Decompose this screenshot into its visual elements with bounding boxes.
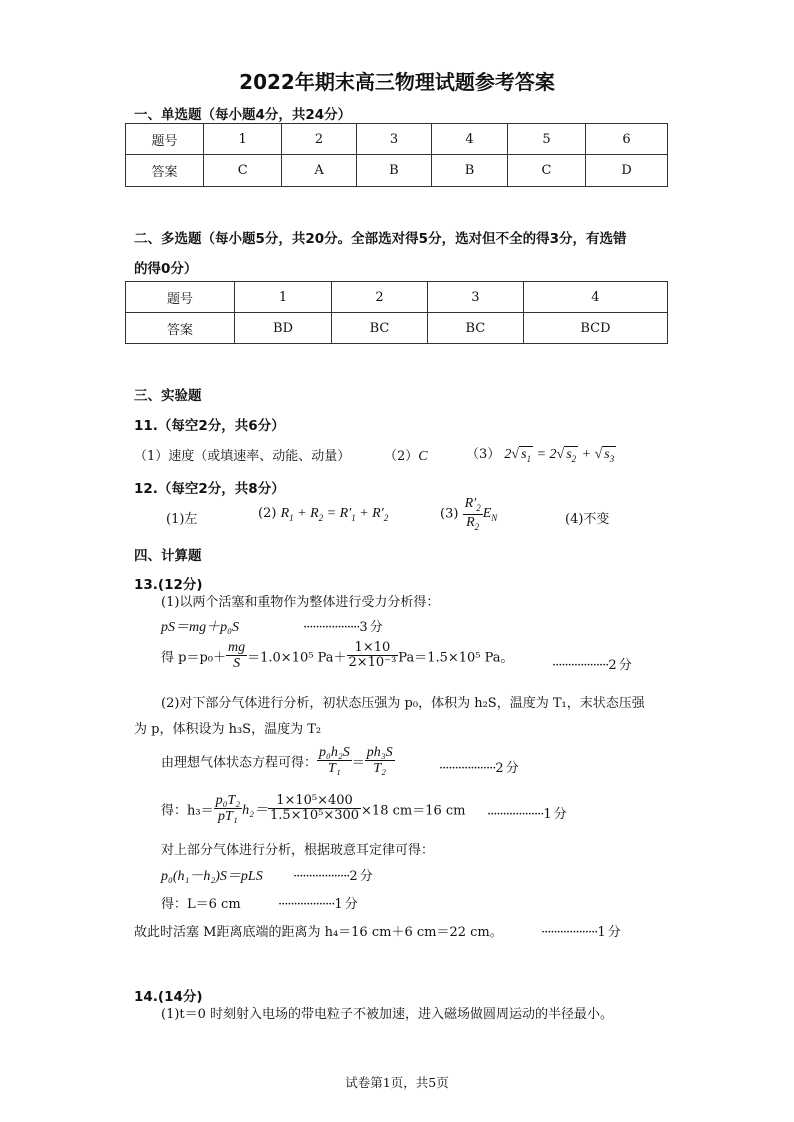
table-row: [126, 313, 668, 344]
row-label: 答案: [126, 313, 235, 344]
table-cell: C: [204, 155, 282, 187]
table-cell: BC: [332, 313, 428, 344]
frac-values-den: 1.5×10⁵×300: [270, 808, 360, 824]
frac-1x10-num: 1×10: [347, 641, 399, 656]
score-1: ··················1 分: [487, 807, 566, 822]
frac-left-den: T₁: [328, 761, 341, 777]
table-cell: 2: [282, 124, 356, 155]
section1-table: [125, 123, 668, 187]
row-label: 题号: [126, 282, 235, 313]
table-cell: C: [507, 155, 585, 187]
q13-line4-prefix: 由理想气体状态方程可得：: [161, 755, 318, 771]
q11-heading: 11.（每空2分，共6分）: [134, 418, 285, 434]
q14-heading: 14.(14分): [134, 989, 203, 1005]
q12-part4: (4)不变: [565, 512, 610, 527]
q14-line1: (1)t＝0 时刻射入电场的带电粒子不被加速，进入磁场做圆周运动的半径最小。: [161, 1007, 614, 1022]
q13-eq2-suffix: Pa＝1.5×10⁵ Pa。: [398, 650, 514, 666]
score-1b: ··················1 分: [278, 897, 357, 912]
q12-part3-fraction: $\frac{R'_2}{R_2}$: [464, 496, 481, 532]
frac-mg: [226, 640, 247, 672]
section1-heading: 一、单选题（每小题4分，共24分）: [134, 107, 352, 123]
row-label: 题号: [126, 124, 204, 155]
q12-part3: [440, 496, 497, 532]
q12-part2: [258, 506, 388, 523]
table-cell: A: [282, 155, 356, 187]
table-cell: B: [356, 155, 432, 187]
score-1c: ··················1 分: [541, 925, 620, 940]
frac-h-den: pT₁: [218, 809, 238, 825]
table-cell: 1: [235, 282, 332, 313]
q13-line8: 得：L＝6 cm: [161, 897, 241, 912]
frac-left: [317, 745, 352, 777]
score-2b: ··················2 分: [439, 761, 518, 776]
q13-heading: 13.(12分): [134, 577, 203, 593]
frac-right: [365, 745, 395, 777]
table-cell: 2: [332, 282, 428, 313]
row-label: 答案: [126, 155, 204, 187]
q11-part2: [384, 445, 428, 465]
frac-values-num: 1×10⁵×400: [268, 794, 361, 809]
page-title: 2022年期末高三物理试题参考答案: [239, 70, 555, 94]
table-cell: 5: [507, 124, 585, 155]
q13-eq2: [161, 640, 514, 672]
frac-right-den: T₂: [373, 761, 387, 777]
q13-eq1: pS＝mg＋p₀S: [161, 620, 239, 635]
q12-heading: 12.（每空2分，共8分）: [134, 481, 285, 497]
q13-line7: p₀(h₁－h₂)S＝pLS: [161, 869, 263, 884]
q12-part2-label: (2): [258, 506, 277, 521]
page-footer: 试卷第1页，共5页: [345, 1075, 449, 1090]
frac-1x10: [347, 641, 399, 671]
table-row: [126, 282, 668, 313]
table-cell: 3: [427, 282, 523, 313]
table-cell: 4: [432, 124, 508, 155]
frac-values: [268, 794, 361, 824]
frac-h-num: p₀T₂: [215, 793, 241, 808]
frac-right-num: ph₃S: [366, 745, 393, 760]
table-cell: B: [432, 155, 508, 187]
q11-part3-formula: 2√ $s_1 = 2√$ $s_2$ + √ $s_3$: [504, 447, 615, 464]
q11-part3: [466, 443, 616, 464]
frac-h: [214, 793, 243, 825]
table-cell: 3: [356, 124, 432, 155]
score-2c: ··················2 分: [293, 869, 372, 884]
table-cell: BC: [427, 313, 523, 344]
frac-mg-den: S: [233, 656, 241, 672]
q13-line2: (2)对下部分气体进行分析，初状态压强为 p₀，体积为 h₂S，温度为 T₁，末状态压强: [161, 696, 645, 711]
q11-part3-label: （3）: [466, 447, 501, 462]
section4-heading: 四、计算题: [134, 548, 202, 564]
frac-left-num: p₀h₂S: [319, 745, 350, 760]
score-2: ··················2 分: [552, 658, 631, 673]
frac-1x10-den: 2×10⁻³: [348, 655, 397, 671]
frac-mg-num: mg: [228, 640, 246, 655]
table-cell: BD: [235, 313, 332, 344]
q12-part3-en: $E_N$: [482, 505, 498, 523]
q13-line5-prefix: 得：h₃＝: [161, 803, 214, 819]
q13-line6: 对上部分气体进行分析，根据玻意耳定律可得：: [161, 843, 435, 858]
table-cell: BCD: [523, 313, 667, 344]
q13-line5: 得：h₃＝ $\frac{\text{p₀T₂}}{\text{pT₁}}$ h₂＝ $\frac{\text{1×10⁵×400}}{\text{1.5×10⁵×300}}$ ×18 cm＝16 cm: [161, 793, 466, 825]
section2-table: [125, 281, 668, 344]
section2-heading-line1: 二、多选题（每小题5分，共20分。全部选对得5分，选对但不全的得3分，有选错: [134, 231, 627, 247]
table-row: [126, 124, 668, 155]
q13-line3: 为 p，体积设为 h₃S，温度为 T₂: [134, 722, 322, 737]
q13-eq2-mid: ＝1.0×10⁵ Pa＋: [247, 650, 347, 666]
q11-part1: （1）速度（或填速率、动能、动量）: [134, 449, 351, 464]
section3-heading: 三、实验题: [134, 388, 202, 404]
table-cell: 1: [204, 124, 282, 155]
q12-part1: (1)左: [166, 512, 198, 527]
q13-line4: 由理想气体状态方程可得： $\frac{\text{p₀h₂S}}{\text{T₁}}$ ＝ $\frac{\text{ph₃S}}{\text{T₂}}$: [161, 745, 393, 777]
section2-heading-line2: 的得0分）: [134, 261, 198, 277]
table-cell: D: [586, 155, 668, 187]
q13-line9: 故此时活塞 M距离底端的距离为 h₄＝16 cm＋6 cm＝22 cm。: [134, 925, 503, 940]
table-cell: 4: [523, 282, 667, 313]
q13-line5-suffix: ×18 cm＝16 cm: [361, 803, 466, 819]
q13-line1: (1)以两个活塞和重物作为整体进行受力分析得：: [161, 595, 440, 610]
table-row: [126, 155, 668, 187]
q13-eq2-prefix: 得 p＝p₀＋: [161, 650, 226, 666]
q12-part2-formula: $R_1 + R_2 = R'_1 + R'_2$: [280, 506, 389, 523]
q11-part2-value: C: [418, 449, 428, 464]
q12-part3-label: (3): [440, 506, 459, 522]
table-cell: 6: [586, 124, 668, 155]
score-3: ··················3 分: [303, 620, 382, 635]
q11-part2-label: （2）: [384, 449, 419, 464]
